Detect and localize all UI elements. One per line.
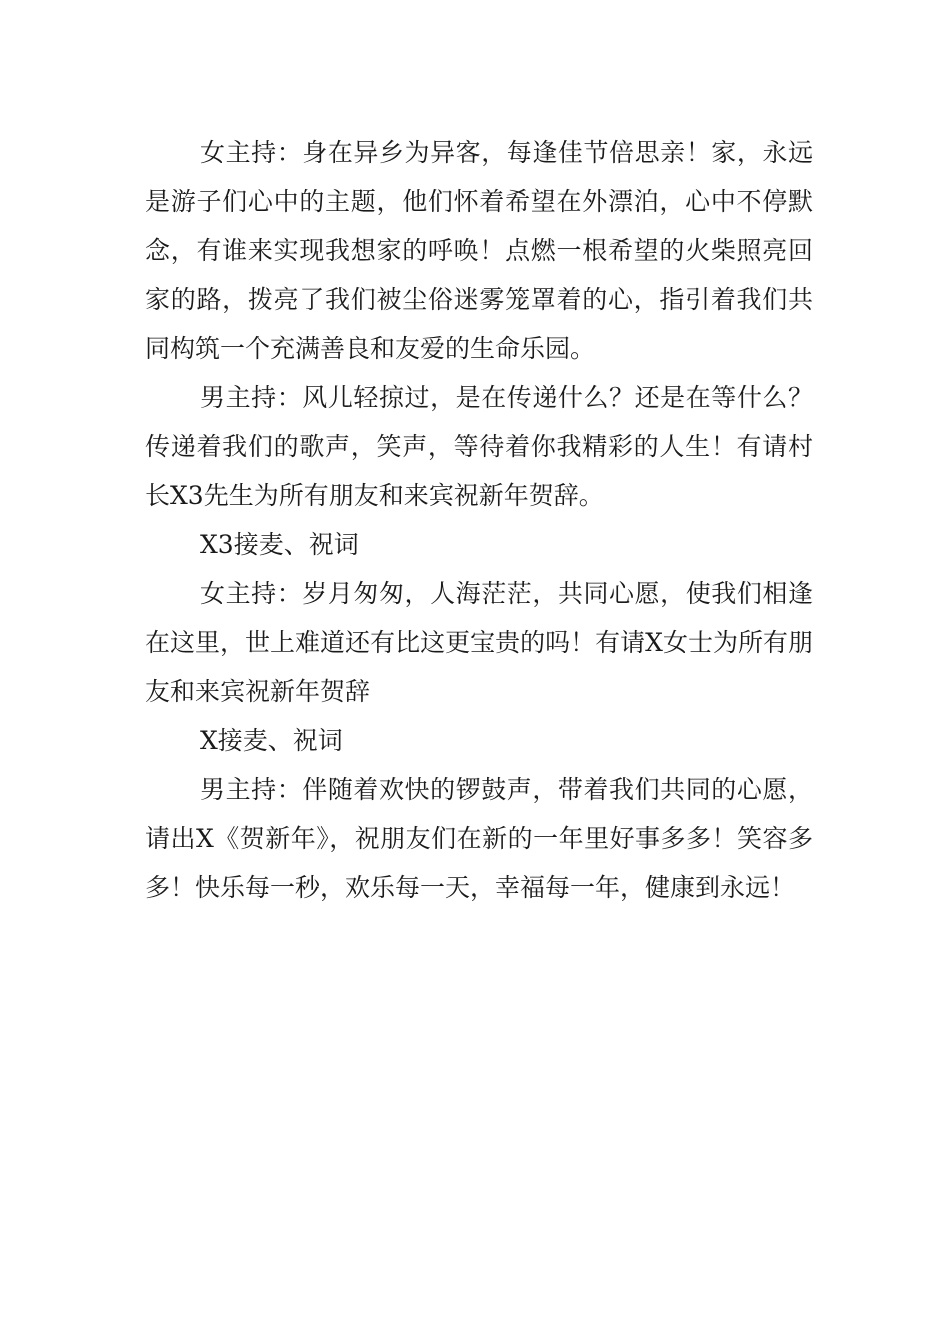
paragraph-male-host-2: 男主持：伴随着欢快的锣鼓声，带着我们共同的心愿，请出X《贺新年》，祝朋友们在新的一年里好事多多！笑容多多！快乐每一秒，欢乐每一天，幸福每一年，健康到永远！ — [145, 775, 813, 902]
paragraph-x3-speech: X3接麦、祝词 — [200, 530, 359, 559]
paragraph-x-speech: X接麦、祝词 — [200, 726, 343, 755]
document-body — [145, 128, 813, 912]
paragraph-female-host-1: 女主持：身在异乡为异客，每逢佳节倍思亲！家，永远是游子们心中的主题，他们怀着希望在外漂泊，心中不停默念，有谁来实现我想家的呼唤！点燃一根希望的火柴照亮回家的路，拨亮了我们被尘俗迷雾笼罩着的心，指引着我们共同构筑一个充满善良和友爱的生命乐园。 — [145, 138, 813, 363]
paragraph-female-host-2: 女主持：岁月匆匆，人海茫茫，共同心愿，使我们相逢在这里，世上难道还有比这更宝贵的吗！有请X女士为所有朋友和来宾祝新年贺辞 — [145, 579, 813, 706]
paragraph-male-host-1: 男主持：风儿轻掠过，是在传递什么？还是在等什么？传递着我们的歌声，笑声，等待着你我精彩的人生！有请村长X3先生为所有朋友和来宾祝新年贺辞。 — [145, 383, 813, 510]
